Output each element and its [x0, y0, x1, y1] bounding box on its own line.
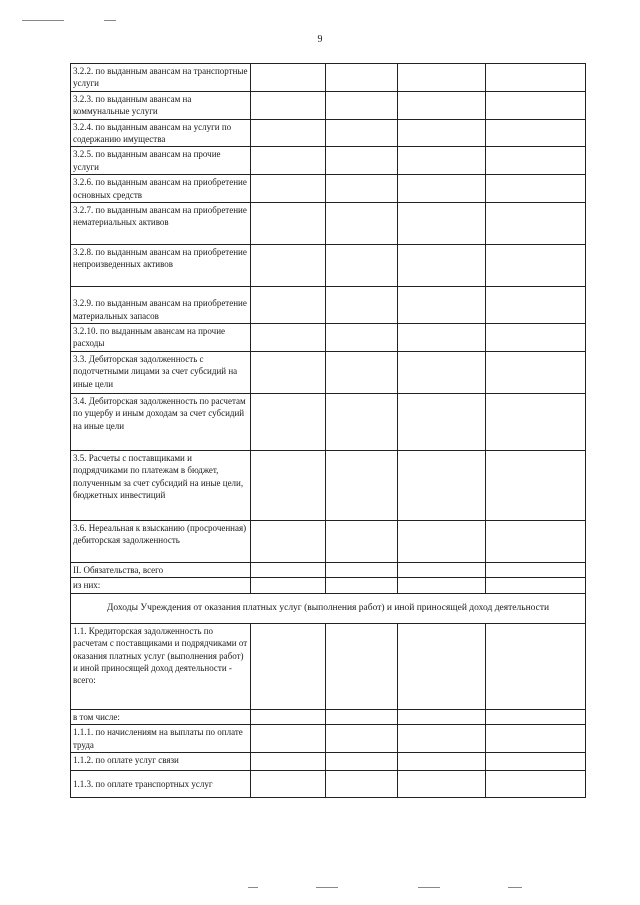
row-label: 3.2.3. по выданным авансам на коммунальные услуги	[71, 91, 251, 119]
value-cell[interactable]	[486, 175, 586, 203]
table-row	[71, 709, 586, 724]
value-cell[interactable]	[486, 245, 586, 287]
value-cell[interactable]	[326, 623, 398, 709]
value-cell[interactable]	[486, 324, 586, 352]
value-cell[interactable]	[326, 245, 398, 287]
value-cell[interactable]	[251, 351, 326, 393]
scan-mark	[508, 887, 522, 888]
row-label: 3.2.4. по выданным авансам на услуги по содержанию имущества	[71, 119, 251, 147]
page-number: 9	[317, 34, 323, 45]
scan-mark	[316, 887, 338, 888]
value-cell[interactable]	[251, 709, 326, 724]
table-row	[71, 725, 586, 753]
value-cell[interactable]	[326, 450, 398, 520]
value-cell[interactable]	[251, 119, 326, 147]
table-row	[71, 771, 586, 798]
value-cell[interactable]	[251, 393, 326, 450]
section-header: Доходы Учреждения от оказания платных услуг (выполнения работ) и иной приносящей доход деятельности	[71, 593, 586, 623]
row-label: 3.3. Дебиторская задолженность с подотчетными лицами за счет субсидий на иные цели	[71, 351, 251, 393]
value-cell[interactable]	[398, 203, 486, 245]
table-row	[71, 520, 586, 562]
value-cell[interactable]	[398, 520, 486, 562]
value-cell[interactable]	[398, 450, 486, 520]
value-cell[interactable]	[326, 119, 398, 147]
value-cell[interactable]	[398, 119, 486, 147]
value-cell[interactable]	[326, 91, 398, 119]
value-cell[interactable]	[398, 623, 486, 709]
value-cell[interactable]	[326, 709, 398, 724]
value-cell[interactable]	[398, 351, 486, 393]
value-cell[interactable]	[486, 725, 586, 753]
value-cell[interactable]	[486, 287, 586, 324]
row-label: 1.1.3. по оплате транспортных услуг	[71, 771, 251, 798]
table-row	[71, 578, 586, 593]
row-label: 3.2.9. по выданным авансам на приобретение материальных запасов	[71, 287, 251, 324]
row-label: 3.2.5. по выданным авансам на прочие услуги	[71, 147, 251, 175]
value-cell[interactable]	[486, 64, 586, 92]
table-row	[71, 64, 586, 92]
value-cell[interactable]	[251, 578, 326, 593]
value-cell[interactable]	[486, 709, 586, 724]
value-cell[interactable]	[486, 578, 586, 593]
value-cell[interactable]	[398, 753, 486, 771]
value-cell[interactable]	[326, 725, 398, 753]
value-cell[interactable]	[486, 203, 586, 245]
table-row	[71, 147, 586, 175]
value-cell[interactable]	[251, 725, 326, 753]
value-cell[interactable]	[251, 753, 326, 771]
value-cell[interactable]	[326, 771, 398, 798]
row-label: 1.1. Кредиторская задолженность по расчетам с поставщиками и подрядчиками от оказания платных услуг (выполнения работ) и иной приносящей доход деятельности - всего:	[71, 623, 251, 709]
table-row	[71, 324, 586, 352]
value-cell[interactable]	[398, 287, 486, 324]
value-cell[interactable]	[398, 709, 486, 724]
row-label: 3.6. Нереальная к взысканию (просроченная) дебиторская задолженность	[71, 520, 251, 562]
value-cell[interactable]	[326, 351, 398, 393]
scan-mark	[248, 887, 258, 888]
value-cell[interactable]	[251, 562, 326, 577]
value-cell[interactable]	[251, 147, 326, 175]
row-label: 3.5. Расчеты с поставщиками и подрядчиками по платежам в бюджет, полученным за счет субсидий на иные цели, бюджетных инвестиций	[71, 450, 251, 520]
value-cell[interactable]	[398, 324, 486, 352]
value-cell[interactable]	[398, 771, 486, 798]
row-label: 3.2.10. по выданным авансам на прочие расходы	[71, 324, 251, 352]
value-cell[interactable]	[486, 91, 586, 119]
value-cell[interactable]	[398, 578, 486, 593]
value-cell[interactable]	[486, 450, 586, 520]
table-row	[71, 203, 586, 245]
value-cell[interactable]	[486, 771, 586, 798]
table-row	[71, 393, 586, 450]
value-cell[interactable]	[251, 91, 326, 119]
value-cell[interactable]	[398, 245, 486, 287]
value-cell[interactable]	[486, 520, 586, 562]
value-cell[interactable]	[251, 324, 326, 352]
value-cell[interactable]	[251, 175, 326, 203]
report-table	[70, 63, 586, 798]
value-cell[interactable]	[251, 245, 326, 287]
section-header-row	[71, 593, 586, 623]
row-label: 1.1.2. по оплате услуг связи	[71, 753, 251, 771]
table-row	[71, 450, 586, 520]
table-row	[71, 562, 586, 577]
value-cell[interactable]	[251, 771, 326, 798]
scan-mark	[418, 887, 440, 888]
row-label: 3.2.7. по выданным авансам на приобретение нематериальных активов	[71, 203, 251, 245]
table-row	[71, 245, 586, 287]
value-cell[interactable]	[398, 64, 486, 92]
value-cell[interactable]	[326, 147, 398, 175]
row-label: 3.2.6. по выданным авансам на приобретение основных средств	[71, 175, 251, 203]
row-label: 3.2.2. по выданным авансам на транспортные услуги	[71, 64, 251, 92]
value-cell[interactable]	[251, 520, 326, 562]
value-cell[interactable]	[486, 147, 586, 175]
value-cell[interactable]	[398, 91, 486, 119]
value-cell[interactable]	[486, 753, 586, 771]
row-label: 3.2.8. по выданным авансам на приобретение непроизведенных активов	[71, 245, 251, 287]
scan-mark	[104, 20, 116, 21]
value-cell[interactable]	[326, 175, 398, 203]
row-label: в том числе:	[71, 709, 251, 724]
value-cell[interactable]	[398, 175, 486, 203]
value-cell[interactable]	[326, 520, 398, 562]
table-row	[71, 175, 586, 203]
table-row	[71, 287, 586, 324]
value-cell[interactable]	[486, 393, 586, 450]
value-cell[interactable]	[326, 324, 398, 352]
value-cell[interactable]	[486, 623, 586, 709]
value-cell[interactable]	[398, 393, 486, 450]
value-cell[interactable]	[326, 64, 398, 92]
value-cell[interactable]	[251, 64, 326, 92]
table-row	[71, 351, 586, 393]
value-cell[interactable]	[326, 393, 398, 450]
value-cell[interactable]	[486, 119, 586, 147]
value-cell[interactable]	[486, 562, 586, 577]
value-cell[interactable]	[251, 287, 326, 324]
value-cell[interactable]	[398, 725, 486, 753]
row-label: 3.4. Дебиторская задолженность по расчетам по ущербу и иным доходам за счет субсидий на иные цели	[71, 393, 251, 450]
table-row	[71, 91, 586, 119]
row-label: 1.1.1. по начислениям на выплаты по оплате труда	[71, 725, 251, 753]
value-cell[interactable]	[398, 562, 486, 577]
value-cell[interactable]	[251, 623, 326, 709]
table-row	[71, 119, 586, 147]
table-row	[71, 753, 586, 771]
value-cell[interactable]	[398, 147, 486, 175]
value-cell[interactable]	[326, 753, 398, 771]
value-cell[interactable]	[326, 287, 398, 324]
value-cell[interactable]	[326, 578, 398, 593]
value-cell[interactable]	[326, 562, 398, 577]
row-label: II. Обязательства, всего	[71, 562, 251, 577]
table-row	[71, 623, 586, 709]
value-cell[interactable]	[251, 203, 326, 245]
row-label: из них:	[71, 578, 251, 593]
value-cell[interactable]	[251, 450, 326, 520]
value-cell[interactable]	[326, 203, 398, 245]
scan-mark	[22, 20, 64, 21]
value-cell[interactable]	[486, 351, 586, 393]
